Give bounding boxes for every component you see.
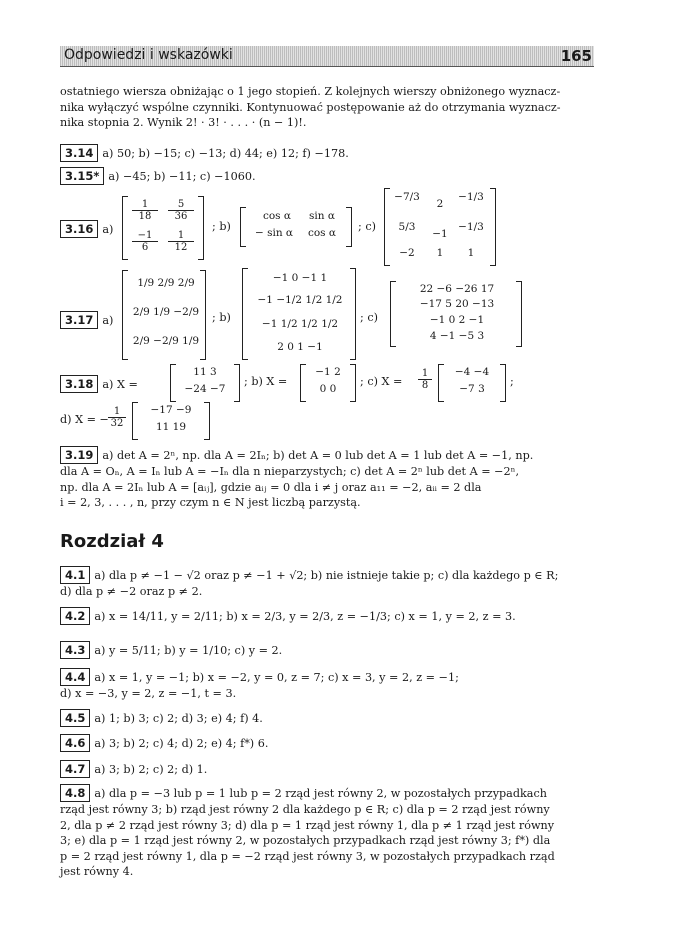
matrix-row: −4 −4: [454, 366, 490, 378]
matrix-row: −1 1/2 1/2 1/2: [261, 318, 339, 330]
matrix-bracket-right: [490, 188, 496, 266]
matrix-bracket-right: [198, 196, 204, 260]
matrix-entry: 1: [467, 247, 475, 259]
exercise-label: 4.3: [60, 641, 90, 659]
answer-line: 3; e) dla p = 1 rząd jest równy 2, w pozostałych przypadkach rząd jest równy 3; f*) dla: [60, 834, 551, 847]
matrix-row: −17 −9: [150, 404, 192, 416]
exercise-4-8: [60, 784, 596, 880]
answer-text: a) −45; b) −11; c) −1060.: [108, 170, 256, 183]
answer-line: a) x = 1, y = −1; b) x = −2, y = 0, z = 7; c) x = 3, y = 2, z = −1;: [94, 671, 459, 684]
matrix-row: −1 −1/2 1/2 1/2: [257, 294, 343, 306]
exercise-3-14: [60, 144, 349, 162]
matrix-entry: 5/3: [398, 221, 416, 233]
matrix-row: 0 0: [319, 383, 337, 395]
matrix-bracket-right: [500, 364, 506, 402]
matrix-entry: sin α: [309, 210, 335, 222]
exercise-label: 4.8: [60, 784, 90, 802]
intro-line: nika wyłączyć wspólne czynniki. Kontynuować postępowanie aż do otrzymania wyznacz-: [60, 100, 561, 114]
matrix-entry: 2: [436, 198, 444, 210]
answer-line: a) dla p ≠ −1 − √2 oraz p ≠ −1 + √2; b) nie istnieje takie p; c) dla każdego p ∈ R;: [94, 569, 559, 582]
matrix-entry: −1/3: [458, 191, 484, 203]
exercise-label: 4.4: [60, 668, 90, 686]
matrix-entry: −2: [399, 247, 415, 259]
exercise-3-15: [60, 167, 256, 185]
answer-line: a) dla p = −3 lub p = 1 lub p = 2 rząd jest równy 2, w pozostałych przypadkach: [94, 787, 547, 800]
exercise-label: 3.15*: [60, 167, 104, 185]
exercise-label: 3.14: [60, 144, 98, 162]
matrix-row: −7 3: [459, 383, 485, 395]
answer-line: 2, dla p ≠ 2 rząd jest równy 3; d) dla p = 1 rząd jest równy 1, dla p ≠ 1 rząd jest równy: [60, 818, 555, 832]
answer-text: a) 50; b) −15; c) −13; d) 44; e) 12; f) −178.: [102, 147, 349, 160]
matrix-bracket-left: [122, 196, 128, 260]
matrix-bracket-left: [384, 188, 390, 266]
answer-text: a) x = 14/11, y = 2/11; b) x = 2/3, y = 2/3, z = −1/3; c) x = 1, y = 2, z = 3.: [94, 610, 516, 623]
exercise-4-5: [60, 709, 263, 727]
exercise-3-19: [60, 446, 596, 511]
exercise-4-7: [60, 760, 207, 778]
part-c-label: ; c) X =: [360, 375, 403, 388]
scalar-fraction: $\frac{1}{8}$: [418, 368, 432, 391]
exercise-label: 3.18: [60, 375, 98, 393]
exercise-4-2: [60, 607, 516, 625]
matrix-bracket-right: [234, 364, 240, 402]
matrix-row: −1 0 2 −1: [429, 314, 485, 326]
matrix-bracket-right: [350, 364, 356, 402]
part-c-label: ; c): [358, 220, 376, 233]
page: Odpowiedzi i wskazówki 165 ostatniego wiersza obniżając o 1 jego stopień. Z kolejnych wierszy obniżonego wyznacz- nika wyłączyć wspólne czynniki. Kontynuować postępowanie aż do otrzymania wyznacz- nika stopnia 2. Wynik 2! · 3! · . . . · (n − 1)!. 3.14 a) 50; b) −15; c) −13; d) 44; e) 12; f) −178. 3.15* a) −45; b) −11; c) −1060. 3.16 a) $\frac{1}{18}$ $\frac{5}{36}$ $\frac{-1}{6}$ $\frac{1}{12}$ ; b) cos α sin α − sin α cos α ; c) −7/3 2 −1/3 5/3 −1 −1/3 −2 1 1 3.17 a) 1/9 2/9 2/9 2/9 1/9 −2/9 2/9 −2/9 1/9 ; b) −1 0 −1 1 −1 −1/2 1/2 1/2 −1 1/2 1/2 1/2 2 0 1 −1 ; c) 22 −6 −26 17 −17 5 20 −13 −1 0 2 −1 4 −1 −5 3 3.18 a) X = 11 3 −24 −7 ; b) X = −1 2 0 0 ; c) X = $\frac{1}{8}$ −4 −4 −7 3 ; d) X = − $\frac{1}{32}$ −17 −9 11 19 3.19 a) det A = 2ⁿ, np. dla A = 2Iₙ; b) det A = 0 lub det A = 1 lub det A = −1, np. dla A = Oₙ, A = Iₙ lub A = −Iₙ dla n nieparzystych; c) det A = 2ⁿ lub det A = −2ⁿ, np. dla A = 2Iₙ lub A = [aᵢⱼ], gdzie aᵢⱼ = 0 dla i ≠ j oraz a₁₁ = −2, aᵢᵢ = 2 dla i = 2, 3, . . . , n, przy czym n ∈ N jest liczbą parzystą. Rozdział 4 4.1 a) dla p ≠ −1 − √2 oraz p ≠ −1 + √2; b) nie istnieje takie p; c) dla każdego p ∈ R; d) dla p ≠ −2 oraz p ≠ 2. 4.2 a) x = 14/11, y = 2/11; b) x = 2/3, y = 2/3, z = −1/3; c) x = 1, y = 2, z = 3. 4.3 a) y = 5/11; b) y = 1/10; c) y = 2. 4.4 a) x = 1, y = −1; b) x = −2, y = 0, z = 7; c) x = 3, y = 2, z = −1; d) x = −3, y = 2, z = −1, t = 3. 4.5 a) 1; b) 3; c) 2; d) 3; e) 4; f) 4. 4.6 a) 3; b) 2; c) 4; d) 2; e) 4; f*) 6. 4.7 a) 3; b) 2; c) 2; d) 1. 4.8 a) dla p = −3 lub p = 1 lub p = 2 rząd jest równy 2, w pozostałych przypadkach rząd jest równy 3; b) rząd jest równy 2 dla każdego p ∈ R; c) dla p = 2 rząd jest równy 2, dla p ≠ 2 rząd jest równy 3; d) dla p = 1 rząd jest równy 1, dla p ≠ 1 rząd jest równy 3; e) dla p = 1 rząd jest równy 2, w pozostałych przypadkach rząd jest równy 3; f*) dla p = 2 rząd jest równy 1, dla p = −2 rząd jest równy 3, w pozostałych przypadkach rząd jest równy 4.: [0, 0, 681, 936]
answer-text: a) 3; b) 2; c) 2; d) 1.: [94, 763, 208, 776]
answer-line: dla A = Oₙ, A = Iₙ lub A = −Iₙ dla n nieparzystych; c) det A = 2ⁿ lub det A = −2ⁿ,: [60, 465, 520, 478]
matrix-entry: $\frac{-1}{6}$: [132, 230, 158, 253]
intro-line: nika stopnia 2. Wynik 2! · 3! · . . . · (n − 1)!.: [60, 116, 307, 129]
exercise-label: 4.6: [60, 734, 90, 752]
answer-line: d) dla p ≠ −2 oraz p ≠ 2.: [60, 585, 203, 598]
intro-paragraph: [60, 84, 596, 131]
running-header: [60, 46, 594, 67]
matrix-row: −24 −7: [184, 383, 226, 395]
matrix-row: 11 3: [193, 366, 217, 378]
exercise-4-3: [60, 641, 282, 659]
part-a-label: a) X =: [102, 378, 138, 391]
matrix-bracket-right: [200, 270, 206, 360]
intro-line: ostatniego wiersza obniżając o 1 jego stopień. Z kolejnych wierszy obniżonego wyznacz-: [60, 85, 561, 98]
answer-line: rząd jest równy 3; b) rząd jest równy 2 dla każdego p ∈ R; c) dla p = 2 rząd jest równy: [60, 803, 550, 816]
matrix-row: 22 −6 −26 17: [419, 283, 495, 295]
exercise-4-4: [60, 668, 596, 702]
matrix-entry: − sin α: [254, 227, 294, 239]
answer-text: a) 1; b) 3; c) 2; d) 3; e) 4; f) 4.: [94, 712, 263, 725]
matrix-bracket-right: [204, 402, 210, 440]
matrix-row: −1 0 −1 1: [272, 272, 328, 284]
answer-line: p = 2 rząd jest równy 1, dla p = −2 rząd jest równy 3, w pozostałych przypadkach rząd: [60, 849, 555, 863]
matrix-entry: $\frac{5}{36}$: [168, 199, 194, 222]
matrix-bracket-right: [346, 207, 352, 247]
matrix-row: 4 −1 −5 3: [429, 330, 485, 342]
header-title: Odpowiedzi i wskazówki: [64, 47, 233, 63]
exercise-label: 3.17: [60, 311, 98, 329]
part-b-label: ; b): [212, 311, 231, 324]
matrix-row: −17 5 20 −13: [419, 298, 495, 310]
answer-line: i = 2, 3, . . . , n, przy czym n ∈ N jest liczbą parzystą.: [60, 496, 361, 509]
part-b-label: ; b): [212, 220, 231, 233]
matrix-entry: 1: [436, 247, 444, 259]
part-b-label: ; b) X =: [244, 375, 288, 388]
exercise-label: 3.16: [60, 220, 98, 238]
answer-text: a) y = 5/11; b) y = 1/10; c) y = 2.: [94, 644, 283, 657]
answer-text: a) 3; b) 2; c) 4; d) 2; e) 4; f*) 6.: [94, 737, 269, 750]
matrix-bracket-right: [516, 281, 522, 347]
answer-line: np. dla A = 2Iₙ lub A = [aᵢⱼ], gdzie aᵢⱼ = 0 dla i ≠ j oraz a₁₁ = −2, aᵢᵢ = 2 dla: [60, 480, 482, 494]
matrix-bracket-right: [350, 268, 356, 360]
matrix-entry: cos α: [307, 227, 337, 239]
chapter-heading: Rozdział 4: [60, 531, 164, 552]
answer-line: jest równy 4.: [60, 865, 134, 878]
matrix-entry: $\frac{1}{12}$: [168, 230, 194, 253]
matrix-row: 2/9 1/9 −2/9: [132, 306, 200, 318]
exercise-label: 4.5: [60, 709, 90, 727]
exercise-4-6: [60, 734, 268, 752]
matrix-entry: −1/3: [458, 221, 484, 233]
matrix-entry: −7/3: [394, 191, 420, 203]
matrix-entry: cos α: [262, 210, 292, 222]
part-d-label: d) X = −: [60, 413, 109, 426]
matrix-row: −1 2: [315, 366, 341, 378]
answer-line: d) x = −3, y = 2, z = −1, t = 3.: [60, 687, 237, 700]
scalar-fraction: $\frac{1}{32}$: [108, 406, 126, 429]
part-a-label: a): [102, 314, 114, 327]
answer-line: a) det A = 2ⁿ, np. dla A = 2Iₙ; b) det A = 0 lub det A = 1 lub det A = −1, np.: [102, 449, 534, 462]
matrix-row: 2 0 1 −1: [277, 341, 323, 353]
part-c-label: ; c): [360, 311, 378, 324]
matrix-entry: −1: [432, 228, 448, 240]
exercise-label: 4.7: [60, 760, 90, 778]
matrix-row: 2/9 −2/9 1/9: [132, 335, 200, 347]
exercise-label: 4.2: [60, 607, 90, 625]
part-a-label: a): [102, 223, 114, 236]
exercise-label: 4.1: [60, 566, 90, 584]
page-number: 165: [560, 47, 592, 65]
matrix-row: 1/9 2/9 2/9: [137, 277, 195, 289]
exercise-label: 3.19: [60, 446, 98, 464]
matrix-entry: $\frac{1}{18}$: [132, 199, 158, 222]
matrix-row: 11 19: [155, 421, 187, 433]
exercise-4-1: [60, 566, 596, 600]
